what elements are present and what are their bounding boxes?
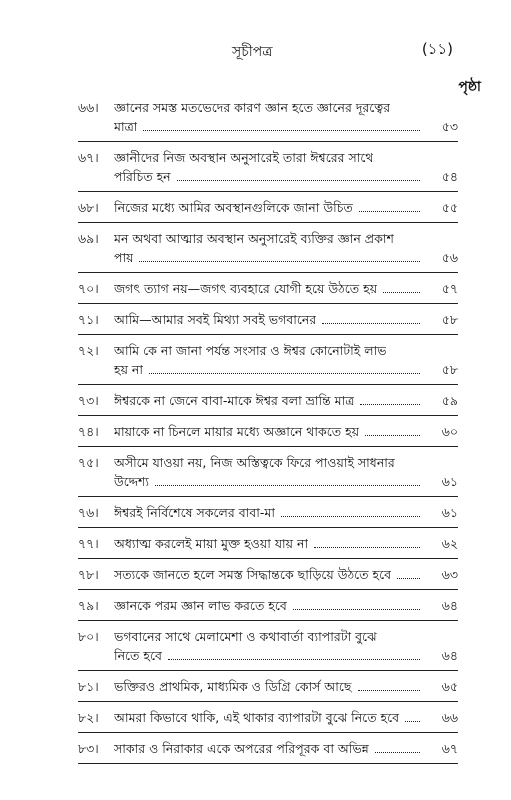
- toc-entry: [78, 335, 458, 385]
- toc-entry-line: [78, 229, 458, 248]
- dot-leader: [359, 211, 420, 212]
- toc-entry-number: ৭২।: [78, 343, 99, 358]
- toc-entry-page: ৬৪: [441, 648, 458, 663]
- toc-entry-text: ভক্তিরও প্রাথমিক, মাধ্যমিক ও ডিগ্রি কোর্স আছে: [114, 679, 352, 694]
- toc-entry-line: [78, 534, 458, 553]
- dot-leader: [358, 690, 421, 691]
- toc-entry-number: ৭৩।: [78, 393, 99, 408]
- toc-entry-page: ৬৬: [441, 710, 458, 725]
- toc-entry-number: ৭৮।: [78, 567, 99, 582]
- page-column-heading: পৃষ্ঠা: [458, 79, 481, 95]
- toc-entry-text: মায়াকে না চিনলে মায়ার মধ্যে অজ্ঞানে থাকতে হয়: [114, 424, 360, 439]
- toc-entry-line: [78, 565, 458, 584]
- dot-leader: [365, 435, 420, 436]
- toc-entry-line: [78, 422, 458, 441]
- toc-entry-line: [78, 739, 458, 758]
- toc-entry-line: [78, 341, 458, 360]
- toc-entry: [78, 733, 458, 764]
- toc-entry-number: ৮২।: [78, 710, 99, 725]
- toc-entry-line: [78, 360, 458, 379]
- toc-entry-text: উদ্দেশ্য: [114, 474, 150, 489]
- toc-entry-line: [78, 596, 458, 615]
- toc-entry-number: ৭৯।: [78, 598, 99, 613]
- toc-entry-page: ৬৭: [441, 741, 458, 756]
- toc-entry-line: [78, 248, 458, 267]
- toc-entry-number: ৭১।: [78, 312, 99, 327]
- toc-entry-number: ৭৬।: [78, 505, 99, 520]
- toc-entry-text: ভগবানের সাথে মেলামেশা ও কথাবার্তা ব্যাপারটা বুঝে: [114, 629, 377, 644]
- toc-entry-text: মাত্রা: [114, 119, 138, 134]
- toc-entry-number: ৮১।: [78, 679, 99, 694]
- toc-entry: [78, 304, 458, 335]
- toc-entry-page: ৬৪: [441, 598, 458, 613]
- dot-leader: [143, 130, 420, 131]
- toc-entry-page: ৬১: [441, 474, 458, 489]
- toc-entry-number: ৮০।: [78, 629, 99, 644]
- toc-entry-page: ৬২: [441, 536, 458, 551]
- toc-entry-line: [78, 391, 458, 410]
- toc-entry-text: মন অথবা আত্মার অবস্থান অনুসারেই ব্যক্তির জ্ঞান প্রকাশ: [114, 231, 394, 246]
- dot-leader: [177, 180, 420, 181]
- dot-leader: [383, 292, 420, 293]
- toc-entry-text: জ্ঞানকে পরম জ্ঞান লাভ করতে হবে: [114, 598, 287, 613]
- toc-entry-page: ৬৫: [441, 679, 458, 694]
- toc-entry-line: [78, 646, 458, 665]
- toc-entry-line: [78, 167, 458, 186]
- toc-entry-text: পরিচিত হন: [114, 169, 171, 184]
- toc-entry-page: ৫৭: [441, 281, 458, 296]
- toc-entry-page: ৬৩: [441, 567, 458, 582]
- toc-entry-line: [78, 148, 458, 167]
- toc-entry-text: পায়: [114, 250, 134, 265]
- dot-leader: [397, 578, 420, 579]
- page-header: [0, 40, 511, 60]
- dot-leader: [139, 261, 420, 262]
- dot-leader: [168, 659, 420, 660]
- toc-entry: [78, 223, 458, 273]
- table-of-contents: [78, 92, 458, 764]
- toc-entry-text: ঈশ্বরই নির্বিশেষে সকলের বাবা-মা: [114, 505, 275, 520]
- toc-entry-line: [78, 708, 458, 727]
- toc-entry: [78, 702, 458, 733]
- toc-entry-line: [78, 198, 458, 217]
- toc-entry: [78, 92, 458, 142]
- dot-leader: [375, 752, 420, 753]
- dot-leader: [322, 323, 420, 324]
- page-title: সূচীপত্র: [232, 44, 273, 60]
- toc-entry-number: ৭৫।: [78, 455, 99, 470]
- toc-entry: [78, 621, 458, 671]
- toc-entry-page: ৬১: [441, 505, 458, 520]
- toc-entry-line: [78, 98, 458, 117]
- toc-entry: [78, 559, 458, 590]
- toc-entry-number: ৭০।: [78, 281, 99, 296]
- toc-entry: [78, 416, 458, 447]
- toc-entry-number: ৮৩।: [78, 741, 99, 756]
- toc-entry: [78, 447, 458, 497]
- toc-entry: [78, 192, 458, 223]
- toc-entry-line: [78, 503, 458, 522]
- dot-leader: [314, 547, 420, 548]
- dot-leader: [155, 485, 420, 486]
- toc-entry: [78, 273, 458, 304]
- toc-entry-line: [78, 472, 458, 491]
- toc-entry-page: ৫৬: [441, 250, 458, 265]
- toc-entry-text: ঈশ্বরকে না জেনে বাবা-মাকে ঈশ্বর বলা ভ্রান্তি মাত্র: [114, 393, 355, 408]
- toc-entry-line: [78, 310, 458, 329]
- toc-entry-text: জগৎ ত্যাগ নয়—জগৎ ব্যবহারে যোগী হয়ে উঠতে হয়: [114, 281, 378, 296]
- toc-entry: [78, 497, 458, 528]
- toc-entry-line: [78, 453, 458, 472]
- toc-entry-page: ৬০: [441, 424, 458, 439]
- toc-entry-number: ৬৭।: [78, 150, 99, 165]
- toc-entry-line: [78, 677, 458, 696]
- toc-entry-number: ৬৬।: [78, 100, 99, 115]
- toc-entry-text: নিতে হবে: [114, 648, 162, 663]
- toc-entry-line: [78, 279, 458, 298]
- toc-entry-page: ৫৮: [441, 312, 458, 327]
- dot-leader: [405, 721, 420, 722]
- toc-entry-page: ৫৩: [441, 119, 458, 134]
- toc-entry-text: অধ্যাত্ম করলেই মায়া মুক্ত হওয়া যায় না: [114, 536, 309, 551]
- toc-entry-number: ৭৭।: [78, 536, 99, 551]
- toc-entry-line: [78, 627, 458, 646]
- dot-leader: [149, 373, 420, 374]
- toc-entry-page: ৫৯: [441, 393, 458, 408]
- dot-leader: [281, 516, 420, 517]
- toc-entry-page: ৫৪: [441, 169, 458, 184]
- toc-entry-number: ৬৯।: [78, 231, 99, 246]
- toc-entry-page: ৫৫: [441, 200, 458, 215]
- toc-entry: [78, 385, 458, 416]
- toc-entry-text: জ্ঞানীদের নিজ অবস্থান অনুসারেই তারা ঈশ্বরের সাথে: [114, 150, 374, 165]
- dot-leader: [360, 404, 420, 405]
- toc-entry-text: আমি কে না জানা পর্যন্ত সংসার ও ঈশ্বর কোনোটাই লাভ: [114, 343, 387, 358]
- toc-entry-text: জ্ঞানের সমস্ত মতভেদের কারণ জ্ঞান হতে জ্ঞানের দূরত্বের: [114, 100, 391, 115]
- page-number: (১১): [421, 40, 453, 58]
- toc-entry-text: নিজের মধ্যে আমির অবস্থানগুলিকে জানা উচিত: [114, 200, 353, 215]
- toc-entry-text: সত্যকে জানতে হলে সমস্ত সিদ্ধান্তকে ছাড়িয়ে উঠতে হবে: [114, 567, 392, 582]
- toc-entry-text: আমি—আমার সবই মিথ্যা সবই ভগবানের: [114, 312, 317, 327]
- dot-leader: [293, 609, 420, 610]
- toc-entry-line: [78, 117, 458, 136]
- toc-entry-page: ৫৮: [441, 362, 458, 377]
- toc-entry-number: ৭৪।: [78, 424, 99, 439]
- toc-entry-text: সাকার ও নিরাকার একে অপরের পরিপূরক বা অভিন্ন: [114, 741, 369, 756]
- toc-entry: [78, 528, 458, 559]
- toc-entry-number: ৬৮।: [78, 200, 99, 215]
- toc-entry: [78, 590, 458, 621]
- toc-entry: [78, 671, 458, 702]
- toc-entry-text: আমরা কিভাবে থাকি, এই থাকার ব্যাপারটা বুঝে নিতে হবে: [114, 710, 400, 725]
- toc-entry-text: হয় না: [114, 362, 143, 377]
- toc-entry-text: অসীমে যাওয়া নয়, নিজ অস্তিত্বকে ফিরে পাওয়াই সাধনার: [114, 455, 395, 470]
- toc-entry: [78, 142, 458, 192]
